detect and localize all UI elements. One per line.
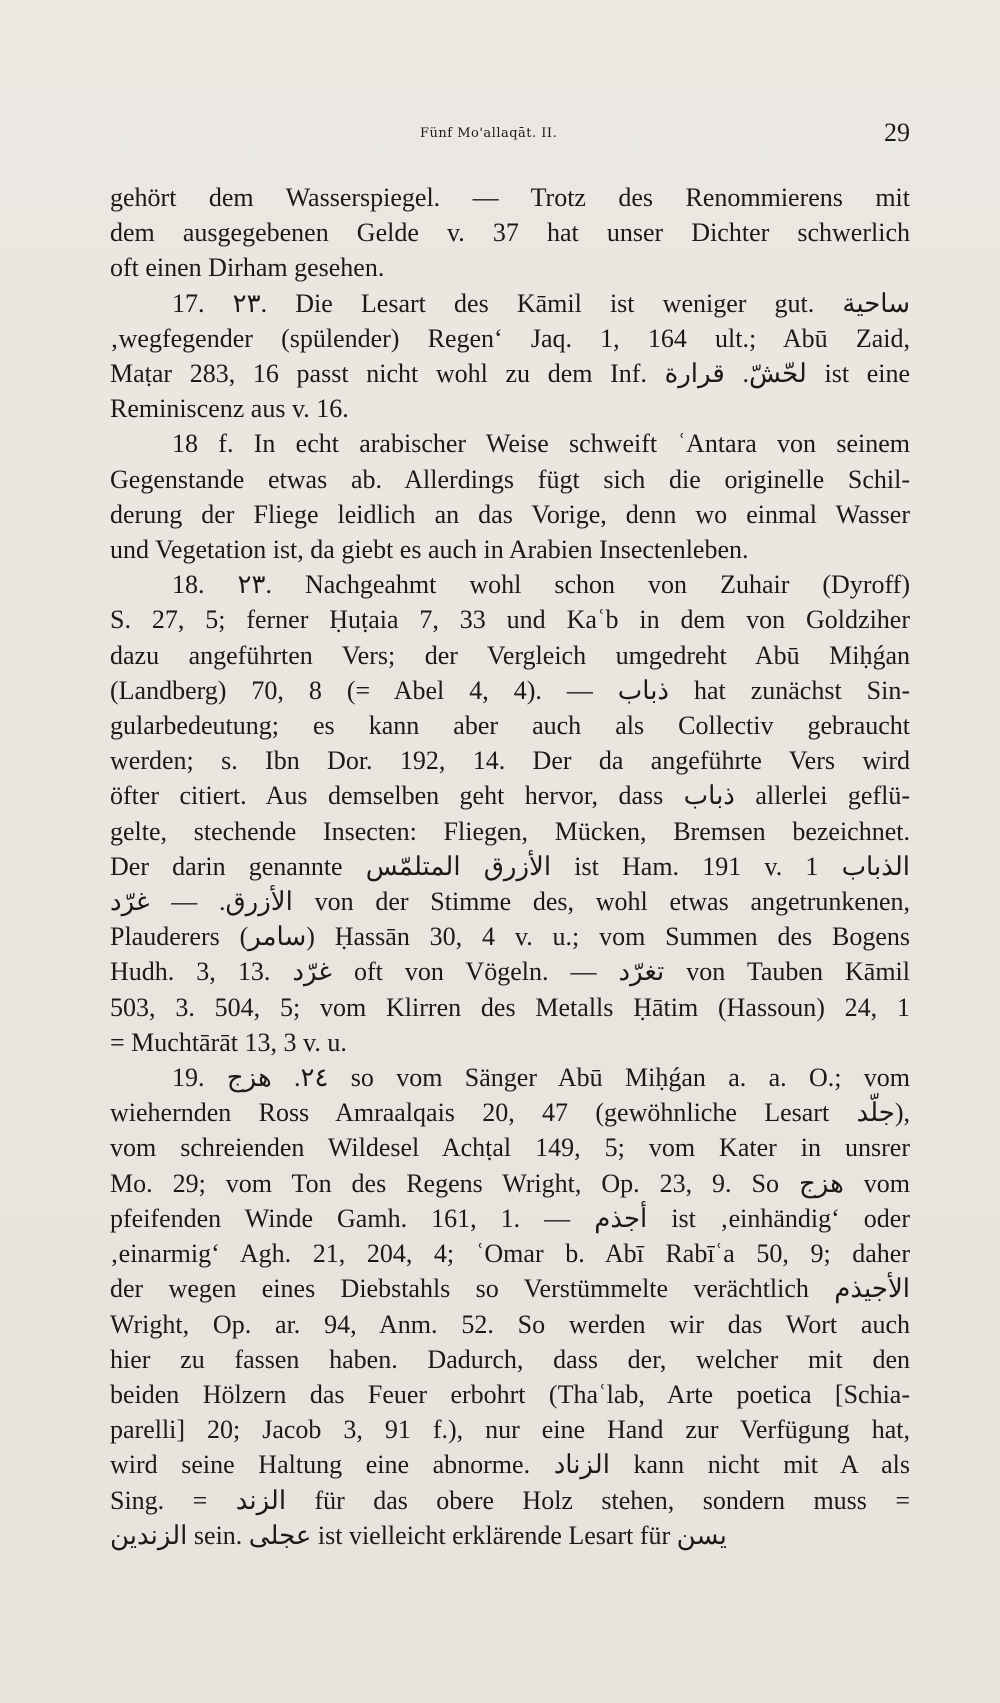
text-line: Maṭar 283, 16 passt nicht wohl zu dem Inf. لحّشّ. قرارة ist eine — [110, 359, 910, 389]
text-line: und Vegetation ist, da giebt es auch in Arabien Insectenleben. — [110, 535, 749, 565]
text-line: gelte, stechende Insecten: Fliegen, Mücken, Bremsen bezeichnet. — [110, 816, 910, 846]
text-line: parelli] 20; Jacob 3, 91 f.), nur eine Hand zur Verfügung hat, — [110, 1415, 910, 1445]
text-line: gularbedeutung; es kann aber auch als Collectiv gebraucht — [110, 711, 910, 741]
text-line: = Muchtārāt 13, 3 v. u. — [110, 1027, 347, 1057]
text-line: 17. ٢٣. Die Lesart des Kāmil ist weniger gut. ساحية — [172, 288, 910, 318]
text-line: wiehernden Ross Amraalqais 20, 47 (gewöhnliche Lesart جلّد), — [110, 1098, 910, 1128]
text-line: الأزرق. — غرّد von der Stimme des, wohl etwas angetrunkenen, — [110, 887, 910, 917]
text-line: dazu angeführten Vers; der Vergleich umgedreht Abū Miḥǵan — [110, 640, 910, 670]
text-line: gehört dem Wasserspiegel. — Trotz des Renommierens mit — [110, 183, 910, 212]
text-line: ‚wegfegender (spülender) Regen‘ Jaq. 1, 164 ult.; Abū Zaid, — [110, 323, 910, 353]
text-line: öfter citiert. Aus demselben geht hervor, dass ذباب allerlei geflü- — [110, 781, 910, 811]
text-line: 18. ٢٣. Nachgeahmt wohl schon von Zuhair (Dyroff) — [172, 570, 910, 600]
text-line: Reminiscenz aus v. 16. — [110, 394, 349, 424]
text-line: 19. ٢٤. هزج so vom Sänger Abū Miḥǵan a. a. O.; vom — [172, 1063, 910, 1093]
text-line: dem ausgegebenen Gelde v. 37 hat unser Dichter schwerlich — [110, 218, 910, 248]
text-line: Plauderers (سامر) Ḥassān 30, 4 v. u.; vom Summen des Bogens — [110, 922, 910, 952]
running-header — [0, 118, 1000, 152]
text-line: Hudh. 3, 13. غرّد oft von Vögeln. — تغرّد von Tauben Kāmil — [110, 957, 910, 987]
text-line: 503, 3. 504, 5; vom Klirren des Metalls Ḥātim (Hassoun) 24, 1 — [110, 992, 910, 1022]
text-line: vom schreienden Wildesel Achṭal 149, 5; vom Kater in unsrer — [110, 1133, 910, 1163]
text-line: ‚einarmig‘ Agh. 21, 204, 4; ʿOmar b. Abī Rabīʿa 50, 9; daher — [110, 1239, 910, 1269]
text-line: (Landberg) 70, 8 (= Abel 4, 4). — ذباب hat zunächst Sin- — [110, 675, 910, 705]
text-line: hier zu fassen haben. Dadurch, dass der, welcher mit den — [110, 1344, 910, 1374]
text-line: Wright, Op. ar. 94, Anm. 52. So werden wir das Wort auch — [110, 1309, 910, 1339]
text-line: wird seine Haltung eine abnorme. الزناد kann nicht mit A als — [110, 1450, 910, 1480]
text-line: beiden Hölzern das Feuer erbohrt (Thaʿlab, Arte poetica [Schia- — [110, 1379, 910, 1409]
body-text — [110, 180, 910, 1553]
text-line: werden; s. Ibn Dor. 192, 14. Der da angeführte Vers wird — [110, 746, 910, 776]
text-line: Mo. 29; vom Ton des Regens Wright, Op. 23, 9. So هزج vom — [110, 1168, 910, 1198]
running-title: Fünf Mo'allaqāt. II. — [420, 126, 558, 141]
text-line: Der darin genannte الأزرق المتلمّس ist Ham. 191 v. 1 الذباب — [110, 851, 910, 881]
text-line: Sing. = الزند für das obere Holz stehen, sondern muss = — [110, 1485, 910, 1515]
text-line: pfeifenden Winde Gamh. 161, 1. — أجذم ist ‚einhändig‘ oder — [110, 1203, 911, 1233]
text-line: الزندين sein. عجلى ist vielleicht erklärende Lesart für يسن — [110, 1520, 727, 1550]
text-line: 18 f. In echt arabischer Weise schweift ʿAntara von seinem — [172, 429, 910, 459]
page-number: 29 — [884, 118, 910, 147]
text-line: oft einen Dirham gesehen. — [110, 253, 385, 283]
text-line: Gegenstande etwas ab. Allerdings fügt sich die originelle Schil- — [110, 464, 910, 494]
text-line: S. 27, 5; ferner Ḥuṭaia 7, 33 und Kaʿb in dem von Goldziher — [110, 605, 910, 635]
text-line: der wegen eines Diebstahls so Verstümmelte verächtlich الأجيذم — [110, 1274, 910, 1304]
text-line: derung der Fliege leidlich an das Vorige, denn wo einmal Wasser — [110, 499, 910, 529]
